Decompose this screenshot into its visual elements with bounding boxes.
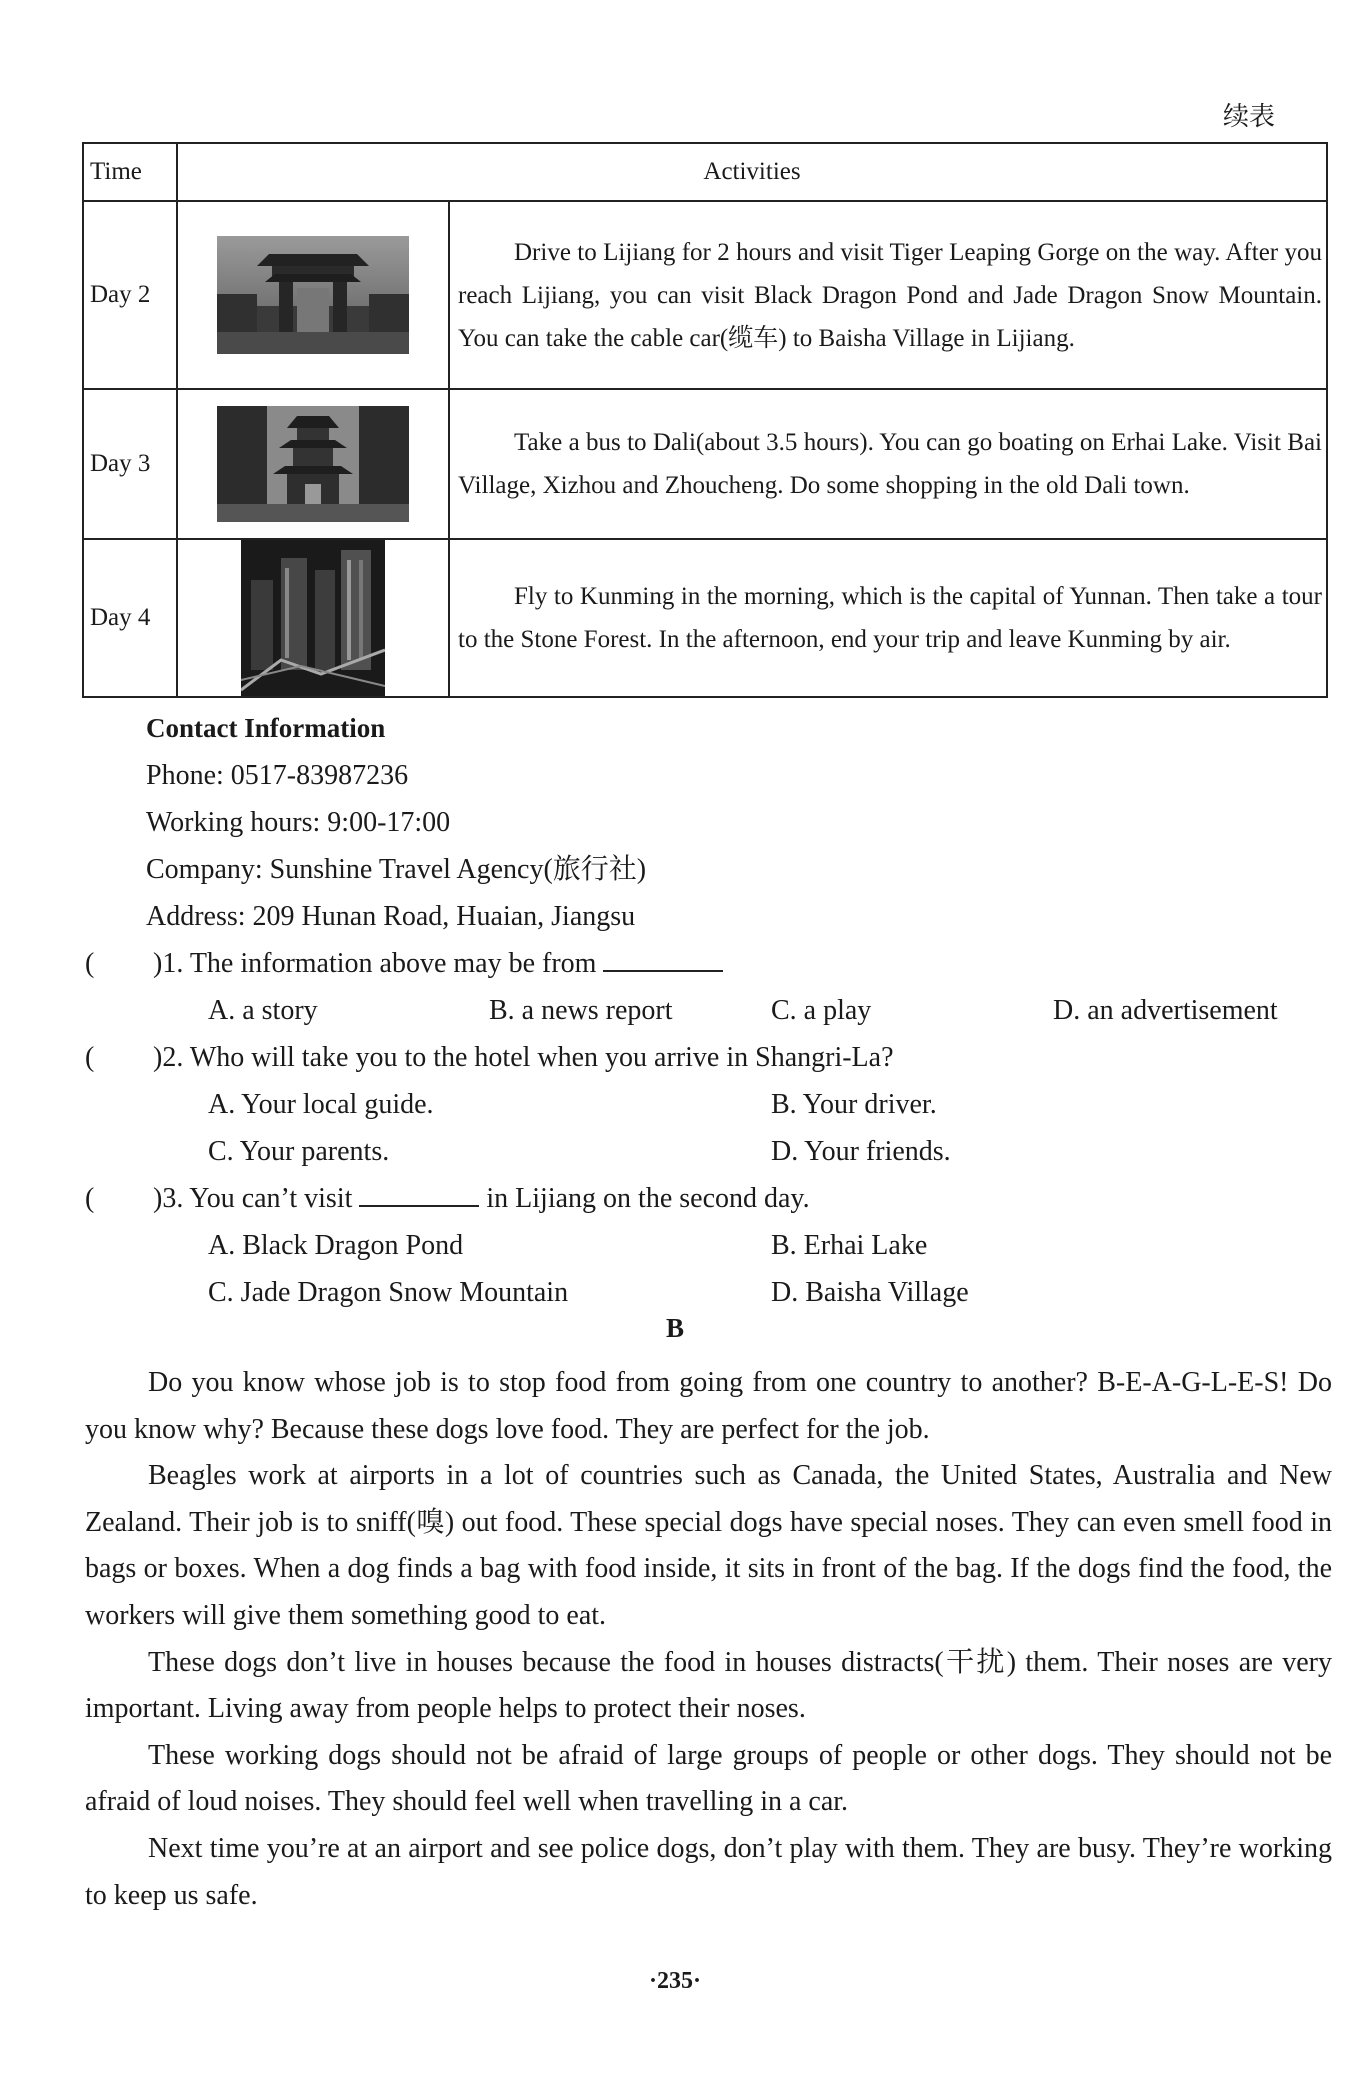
contact-phone: Phone: 0517-83987236 [146,760,409,791]
contact-title: Contact Information [146,713,386,743]
photo-cell [177,201,449,389]
passage-paragraph: Do you know whose job is to stop food from going from one country to another? B-E-A-G-L-E-S! Do you know why? Because these dogs love food. They are perfect for the job. [85,1367,1332,1445]
question-3 [85,1175,810,1222]
photo-cell [177,389,449,539]
option-d: D. Your friends. [771,1136,951,1167]
option-a: A. a story [208,995,318,1026]
table-header-row [83,143,1327,201]
continued-table-label: 续表 [1222,102,1275,131]
activity-text [449,389,1327,539]
night-city-photo [241,540,385,696]
passage-paragraph: These working dogs should not be afraid of large groups of people or other dogs. They should not be afraid of loud noises. They should feel well when travelling in a car. [85,1739,1332,1818]
question-2 [85,1034,894,1081]
answer-blank [359,1183,479,1207]
reading-passage [85,1360,1332,1919]
option-a: A. Your local guide. [208,1089,434,1120]
activity-description: Take a bus to Dali(about 3.5 hours). You can go boating on Erhai Lake. Visit Bai Village, Xizhou and Zhoucheng. Do some shopping in the old Dali town. [458,429,1322,499]
header-activities: Activities [177,143,1327,201]
passage-paragraph: These dogs don’t live in houses because the food in houses distracts(干扰) them. Their noses are very important. Living away from people helps to protect their noses. [85,1646,1332,1725]
option-c: C. Your parents. [208,1136,390,1167]
town-gate-photo [217,236,409,354]
activity-description: Drive to Lijiang for 2 hours and visit Tiger Leaping Gorge on the way. After you reach Lijiang, you can visit Black Dragon Pond and Jade Dragon Snow Mountain. You can take the cable car(缆车) to Baisha Village in Lijiang. [458,238,1322,352]
question-stem-end: in Lijiang on the second day. [486,1183,810,1214]
passage-paragraph: Beagles work at airports in a lot of countries such as Canada, the United States, Australia and New Zealand. Their job is to sniff(嗅) out food. These special dogs have special noses. They can even smell food in bags or boxes. When a dog finds a bag with food inside, it sits in front of the bag. If the dogs find the food, the workers will give them something good to eat. [85,1460,1332,1631]
day-label: Day 2 [83,201,177,389]
activity-description: Fly to Kunming in the morning, which is the capital of Yunnan. Then take a tour to the Stone Forest. In the afternoon, end your trip and leave Kunming by air. [458,583,1322,653]
pagoda-tower-photo [217,406,409,522]
question-stem: )3. You can’t visit [153,1183,353,1214]
option-d: D. Baisha Village [771,1277,969,1308]
activity-text [449,201,1327,389]
contact-address: Address: 209 Hunan Road, Huaian, Jiangsu [146,901,636,932]
activity-text [449,539,1327,697]
option-c: C. a play [771,995,872,1026]
table-row-day4 [83,539,1327,697]
option-d: D. an advertisement [1053,995,1278,1026]
option-b: B. Erhai Lake [771,1230,928,1261]
option-b: B. Your driver. [771,1089,937,1120]
day-label: Day 4 [83,539,177,697]
day-label: Day 3 [83,389,177,539]
answer-paren[interactable]: ( [85,1042,95,1073]
section-b-title: B [665,1313,684,1343]
question-1 [85,940,723,987]
question-stem: )2. Who will take you to the hotel when you arrive in Shangri-La? [153,1042,894,1073]
answer-paren[interactable]: ( [85,1183,95,1214]
itinerary-table [82,142,1328,698]
photo-cell [177,539,449,697]
passage-paragraph: Next time you’re at an airport and see police dogs, don’t play with them. They are busy. They’re working to keep us safe. [85,1832,1332,1911]
option-c: C. Jade Dragon Snow Mountain [208,1277,569,1308]
header-time: Time [83,143,177,201]
contact-company: Company: Sunshine Travel Agency(旅行社) [146,854,647,885]
page-number: ·235· [648,1968,701,1994]
option-b: B. a news report [489,995,673,1026]
contact-information [146,705,646,940]
table-row-day3 [83,389,1327,539]
answer-paren[interactable]: ( [85,948,95,979]
question-stem: )1. The information above may be from [153,948,597,979]
answer-blank [603,948,723,972]
table-row-day2 [83,201,1327,389]
contact-hours: Working hours: 9:00-17:00 [146,807,451,838]
option-a: A. Black Dragon Pond [208,1230,464,1261]
